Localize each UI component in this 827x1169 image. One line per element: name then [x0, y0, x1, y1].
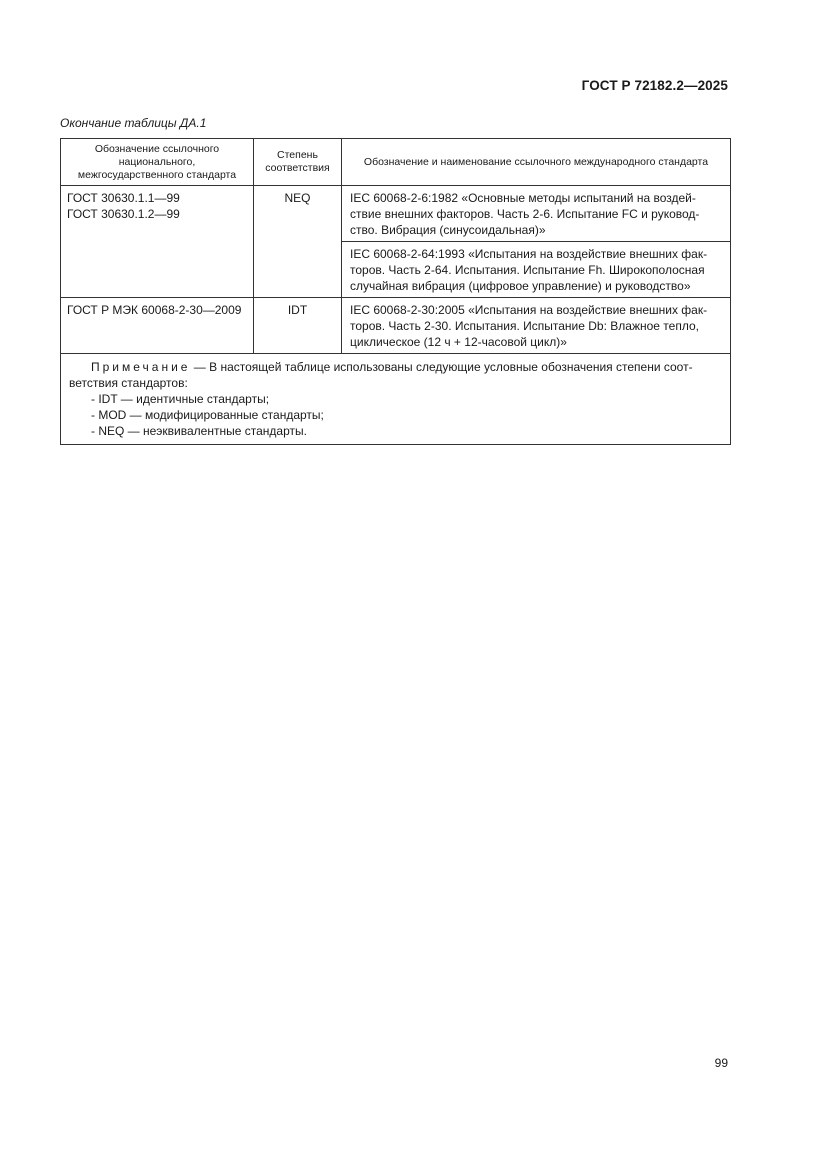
- table-header-row: [61, 139, 731, 186]
- note-item-idt: - IDT — идентичные стандарты;: [91, 392, 270, 406]
- header-international-standard: Обозначение и наименование ссылочного международного стандарта: [342, 139, 731, 186]
- national-standard-cell: ГОСТ Р МЭК 60068-2-30—2009: [61, 298, 254, 354]
- degree-cell: IDT: [254, 298, 342, 354]
- standards-table: [60, 138, 731, 445]
- note-text: — В настоящей таблице использованы следующие условные обозначения степени соот-: [190, 360, 693, 374]
- degree-cell: NEQ: [254, 186, 342, 298]
- note-item-neq: - NEQ — неэквивалентные стандарты.: [91, 424, 307, 438]
- international-standard-cell: IEC 60068-2-6:1982 «Основные методы испытаний на воздей- ствие внешних факторов. Часть 2-6. Испытание FC и руковод- ство. Вибрация (синусоидальная)»: [342, 186, 731, 242]
- page-number: 99: [714, 1056, 728, 1070]
- table-caption: Окончание таблицы ДА.1: [60, 116, 207, 130]
- header-national-standard: Обозначение ссылочного национального, межгосударственного стандарта: [61, 139, 254, 186]
- national-standard-cell: ГОСТ 30630.1.1—99 ГОСТ 30630.1.2—99: [61, 186, 254, 298]
- table-row: [61, 186, 731, 242]
- note-text-continued: ветствия стандартов:: [69, 376, 188, 390]
- table-row: [61, 298, 731, 354]
- table-note-row: [61, 354, 731, 445]
- table-note: [61, 354, 731, 445]
- international-standard-cell: IEC 60068-2-30:2005 «Испытания на воздействие внешних фак- торов. Часть 2-30. Испытания. Испытание Db: Влажное тепло, циклическое (12 ч + 12-часовой цикл)»: [342, 298, 731, 354]
- note-item-mod: - MOD — модифицированные стандарты;: [91, 408, 324, 422]
- document-code: ГОСТ Р 72182.2—2025: [581, 78, 728, 93]
- international-standard-cell: IEC 60068-2-64:1993 «Испытания на воздействие внешних фак- торов. Часть 2-64. Испытания. Испытание Fh. Широкополосная случайная вибрация (цифровое управление) и руководство»: [342, 242, 731, 298]
- note-label: Примечание: [91, 360, 191, 374]
- header-degree: Степень соответствия: [254, 139, 342, 186]
